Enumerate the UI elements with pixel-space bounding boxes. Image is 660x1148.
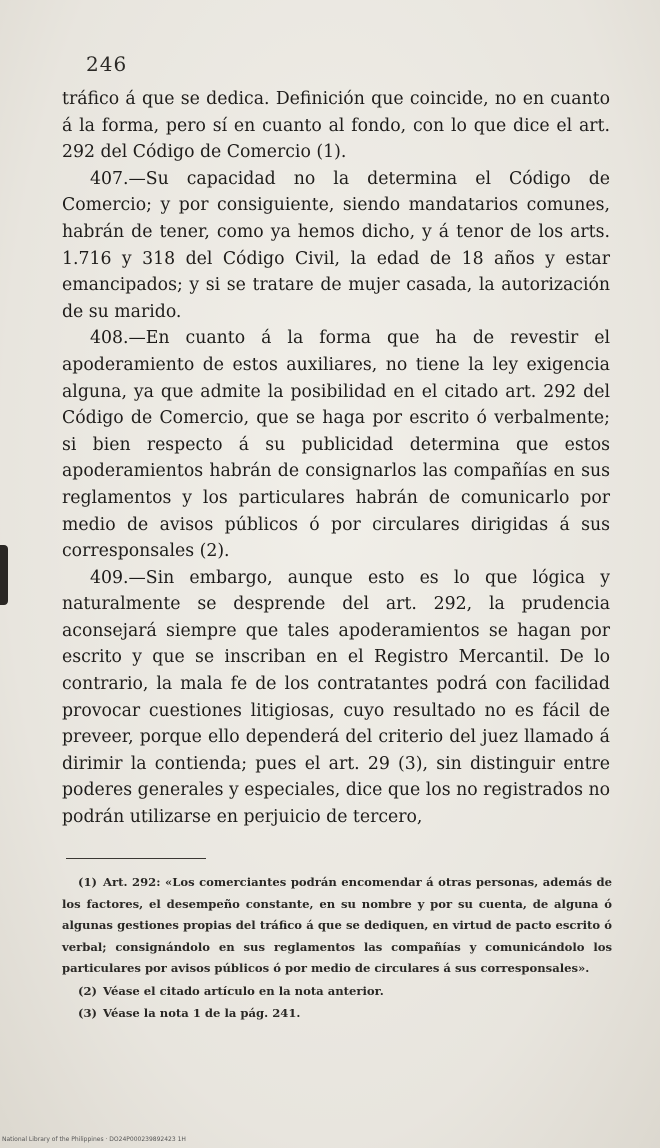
footnote-ref: (1)	[78, 875, 98, 889]
footnote-ref: (3)	[78, 1006, 98, 1020]
footnote-3	[62, 1003, 612, 1025]
footnote-ref: (2)	[78, 983, 98, 998]
footnotes	[62, 872, 612, 1026]
footnote-divider	[66, 858, 206, 859]
paragraph-409: 409.—Sin embargo, aunque esto es lo que lógica y naturalmente se desprende del art. 292, la prudencia aconsejará siempre que tales apoderamientos se hagan por escrito y que se inscriban en el Registro Mercantil. De lo contrario, la mala fe de los contratantes podrá con facilidad provocar cuestiones litigiosas, cuyo resultado no es fácil de preveer, porque ello dependerá del criterio del juez llamado á dirimir la contienda; pues el art. 29 (3), sin distinguir entre poderes generales y especiales, dice que los no registrados no podrán utilizarse en perjuicio de tercero,	[62, 567, 610, 828]
footnote-2	[62, 981, 612, 1003]
footnote-text: Véase el citado artículo en la nota anterior.	[103, 983, 384, 998]
paragraph-407: 407.—Su capacidad no la determina el Código de Comercio; y por consiguiente, siendo mandatarios comunes, habrán de tener, como ya hemos dicho, y á tenor de los arts. 1.716 y 318 del Código Civil, la edad de 18 años y estar emancipados; y si se tratare de mujer casada, la autorización de su marido.	[62, 168, 610, 322]
footnote-1	[62, 872, 612, 980]
footnote-text: Art. 292: «Los comerciantes podrán encomendar á otras personas, además de los factores, el desempeño constante, en su nombre y por su cuenta, de alguna ó algunas gestiones propias del tráfico á que se dediquen, en virtud de pacto escrito ó verbal; consignándolo en sus reglamentos las compañías y comunicándolo los particulares por avisos públicos ó por medio de circulares á sus corresponsales».	[62, 875, 612, 975]
footnote-text: Véase la nota 1 de la pág. 241.	[103, 1006, 301, 1020]
body-text	[62, 86, 610, 831]
paragraph-continuation: tráfico á que se dedica. Definición que coincide, no en cuanto á la forma, pero sí en cuanto al fondo, con lo que dice el art. 292 del Código de Comercio (1).	[62, 89, 610, 163]
paragraph-408: 408.—En cuanto á la forma que ha de revestir el apoderamiento de estos auxiliares, no tiene la ley exigencia alguna, ya que admite la posibilidad en el citado art. 292 del Código de Comercio, que se haga por escrito ó verbalmente; si bien respecto á su publicidad determina que estos apoderamientos habrán de consignarlos las compañías en sus reglamentos y los particulares habrán de comunicarlo por medio de avisos públicos ó por circulares dirigidas á sus corresponsales (2).	[62, 328, 610, 562]
library-credit: National Library of the Philippines · DO24P000239892423 1H	[2, 1136, 186, 1143]
binding-shadow	[0, 545, 8, 605]
page-number: 246	[86, 52, 128, 76]
